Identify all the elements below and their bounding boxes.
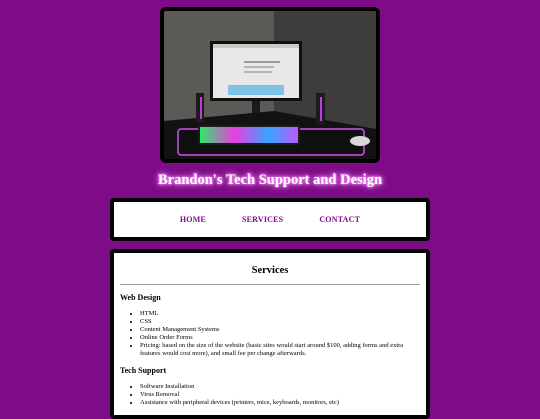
list-item: • Virus Removal bbox=[140, 391, 420, 399]
list-item: • Software Installation bbox=[140, 383, 420, 391]
site-title: Brandon's Tech Support and Design bbox=[157, 172, 383, 188]
services-panel bbox=[110, 249, 430, 419]
desk-setup-photo bbox=[164, 11, 376, 159]
list-item: • Online Order Forms bbox=[140, 334, 420, 342]
web-design-list bbox=[120, 310, 420, 358]
section-heading-tech-support: Tech Support bbox=[120, 366, 167, 375]
title-divider bbox=[120, 284, 420, 285]
main-nav bbox=[110, 198, 430, 241]
list-item: • HTML bbox=[140, 310, 420, 318]
page-title: Services bbox=[251, 265, 289, 276]
list-item: • Pricing: based on the size of the website (basic sites would start around $100, adding forms and extra features would cost more), and small fee per change afterwards. bbox=[140, 342, 420, 358]
list-item: • Content Management Systems bbox=[140, 326, 420, 334]
nav-services-link[interactable]: SERVICES bbox=[241, 215, 284, 224]
section-heading-web-design: Web Design bbox=[120, 293, 161, 302]
hero-photo bbox=[160, 7, 380, 163]
tech-support-list bbox=[120, 383, 420, 407]
nav-home-link[interactable]: HOME bbox=[179, 215, 206, 224]
list-item: • Assistance with peripheral devices (printers, mice, keyboards, monitors, etc) bbox=[140, 399, 420, 407]
list-item: • CSS bbox=[140, 318, 420, 326]
nav-contact-link[interactable]: CONTACT bbox=[319, 215, 361, 224]
